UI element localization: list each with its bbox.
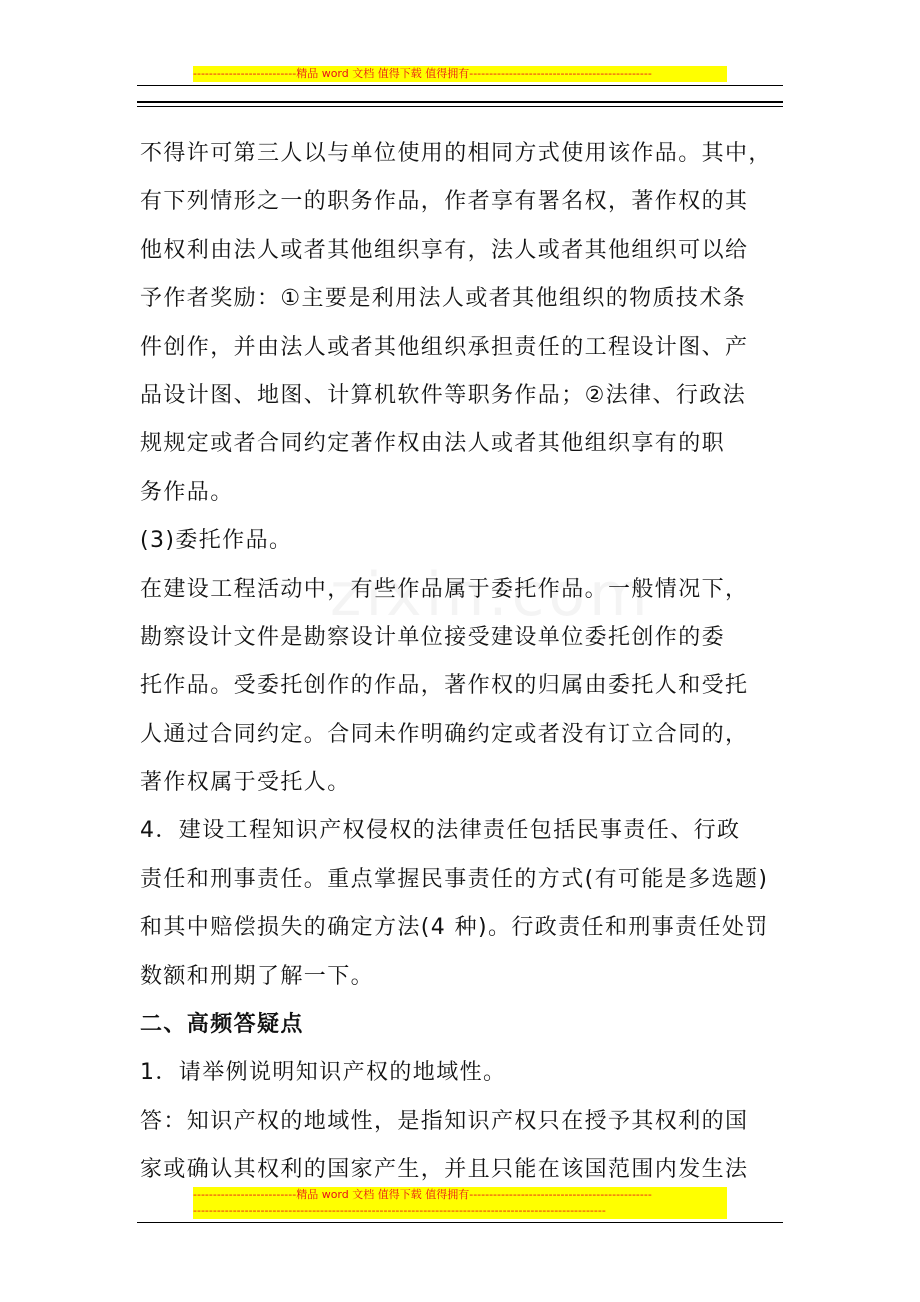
body-line: 责任和刑事责任。重点掌握民事责任的方式(有可能是多选题) xyxy=(140,866,769,892)
footer-banner: --------------------------精品 word 文档 值得下载 值得拥有---------------------------------------------- xyxy=(193,1187,727,1203)
body-line: 规规定或者合同约定著作权由法人或者其他组织享有的职 xyxy=(140,431,726,457)
body-line: 务作品。 xyxy=(140,479,234,505)
footer-banner-dashes: -------------------------------------------------------------------------------------------------------- xyxy=(193,1203,727,1219)
body-line: 著作权属于受托人。 xyxy=(140,770,351,796)
header-banner: --------------------------精品 word 文档 值得下载 值得拥有---------------------------------------------- xyxy=(193,66,727,82)
body-line: 勘察设计文件是勘察设计单位接受建设单位委托创作的委 xyxy=(140,624,726,650)
subsection-heading: (3)委托作品。 xyxy=(140,528,293,554)
body-line: 托作品。受委托创作的作品，著作权的归属由委托人和受托 xyxy=(140,673,749,699)
footer-rule xyxy=(137,1222,783,1223)
body-line: 人通过合同约定。合同未作明确约定或者没有订立合同的， xyxy=(140,721,749,747)
body-line: 有下列情形之一的职务作品，作者享有署名权，著作权的其 xyxy=(140,189,749,215)
header-double-rule-thick xyxy=(137,101,783,103)
answer-line: 家或确认其权利的国家产生，并且只能在该国范围内发生法 xyxy=(140,1157,749,1183)
header-rule xyxy=(137,85,783,86)
document-body xyxy=(140,130,792,1195)
header-double-rule-thin xyxy=(137,106,783,107)
body-line: 件创作，并由法人或者其他组织承担责任的工程设计图、产 xyxy=(140,334,749,360)
question-line: 1．请举例说明知识产权的地域性。 xyxy=(140,1060,507,1086)
body-line: 在建设工程活动中，有些作品属于委托作品。一般情况下， xyxy=(140,576,749,602)
answer-line: 答：知识产权的地域性，是指知识产权只在授予其权利的国 xyxy=(140,1108,749,1134)
body-line: 他权利由法人或者其他组织享有，法人或者其他组织可以给 xyxy=(140,237,749,263)
body-line: 品设计图、地图、计算机软件等职务作品；②法律、行政法 xyxy=(140,382,747,408)
body-line: 不得许可第三人以与单位使用的相同方式使用该作品。其中， xyxy=(140,141,772,166)
body-line: 和其中赔偿损失的确定方法(4 种)。行政责任和刑事责任处罚 xyxy=(140,915,769,941)
body-line: 4．建设工程知识产权侵权的法律责任包括民事责任、行政 xyxy=(140,818,741,844)
section-heading: 二、高频答疑点 xyxy=(140,1012,304,1038)
body-line: 数额和刑期了解一下。 xyxy=(140,963,375,989)
body-line: 予作者奖励：①主要是利用法人或者其他组织的物质技术条 xyxy=(140,286,747,312)
